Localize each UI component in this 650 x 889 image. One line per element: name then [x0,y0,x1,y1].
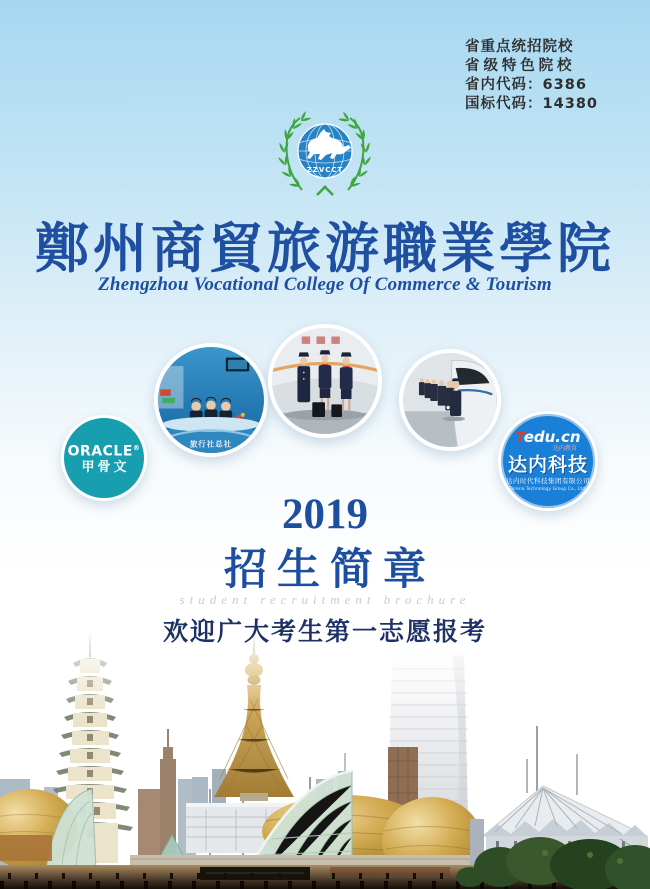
college-name-en: Zhengzhou Vocational College Of Commerce & Tourism [98,274,552,295]
tedu-company-en: Tarena Technology Group Co., Ltd. [509,486,587,492]
badge-featured-college: 省级特色院校 [465,58,576,74]
oracle-partner-badge [61,415,147,501]
badge-province-code: 省内代码：6386 [465,77,587,93]
tedu-company-zh: 达内时代科技集团有限公司 [506,476,590,485]
tedu-site-wordmark: Tedu.cn [515,427,581,446]
lit-building [0,835,52,861]
zhengzhou-skyline-illustration [0,629,650,889]
school-badges [465,38,598,114]
brochure-subtitle: student recruitment brochure [179,592,471,607]
brochure-title: 招生简章 [224,545,436,595]
flight-attendants-scene [272,328,378,434]
tedu-brand-zh: 达内科技 [507,453,588,476]
photo-flight-attendant-students [268,324,382,438]
photo-travel-agency-counter [154,343,268,457]
metro-crew-scene [403,353,497,447]
oracle-wordmark-zh: 甲骨文 [81,460,130,476]
college-emblem-icon [259,104,391,208]
globe-icon [298,124,352,178]
college-name-zh: 鄭州商貿旅游職業學院 [35,216,615,280]
badge-key-college: 省重点统招院校 [465,39,574,55]
photo-metro-crew-students [399,349,501,451]
brochure-year: 2019 [282,491,368,538]
travel-agency-scene [158,347,264,453]
emblem-acronym: ZZVCCT [306,166,344,174]
counter-caption: 旅行社总社 [189,439,233,449]
tedu-site-subtext: 达内教育 [552,444,577,452]
oracle-wordmark: ORACLE® [67,443,141,460]
welcome-slogan: 欢迎广大考生第一志愿报考 [162,617,487,646]
badge-national-code: 国标代码：14380 [465,96,598,112]
